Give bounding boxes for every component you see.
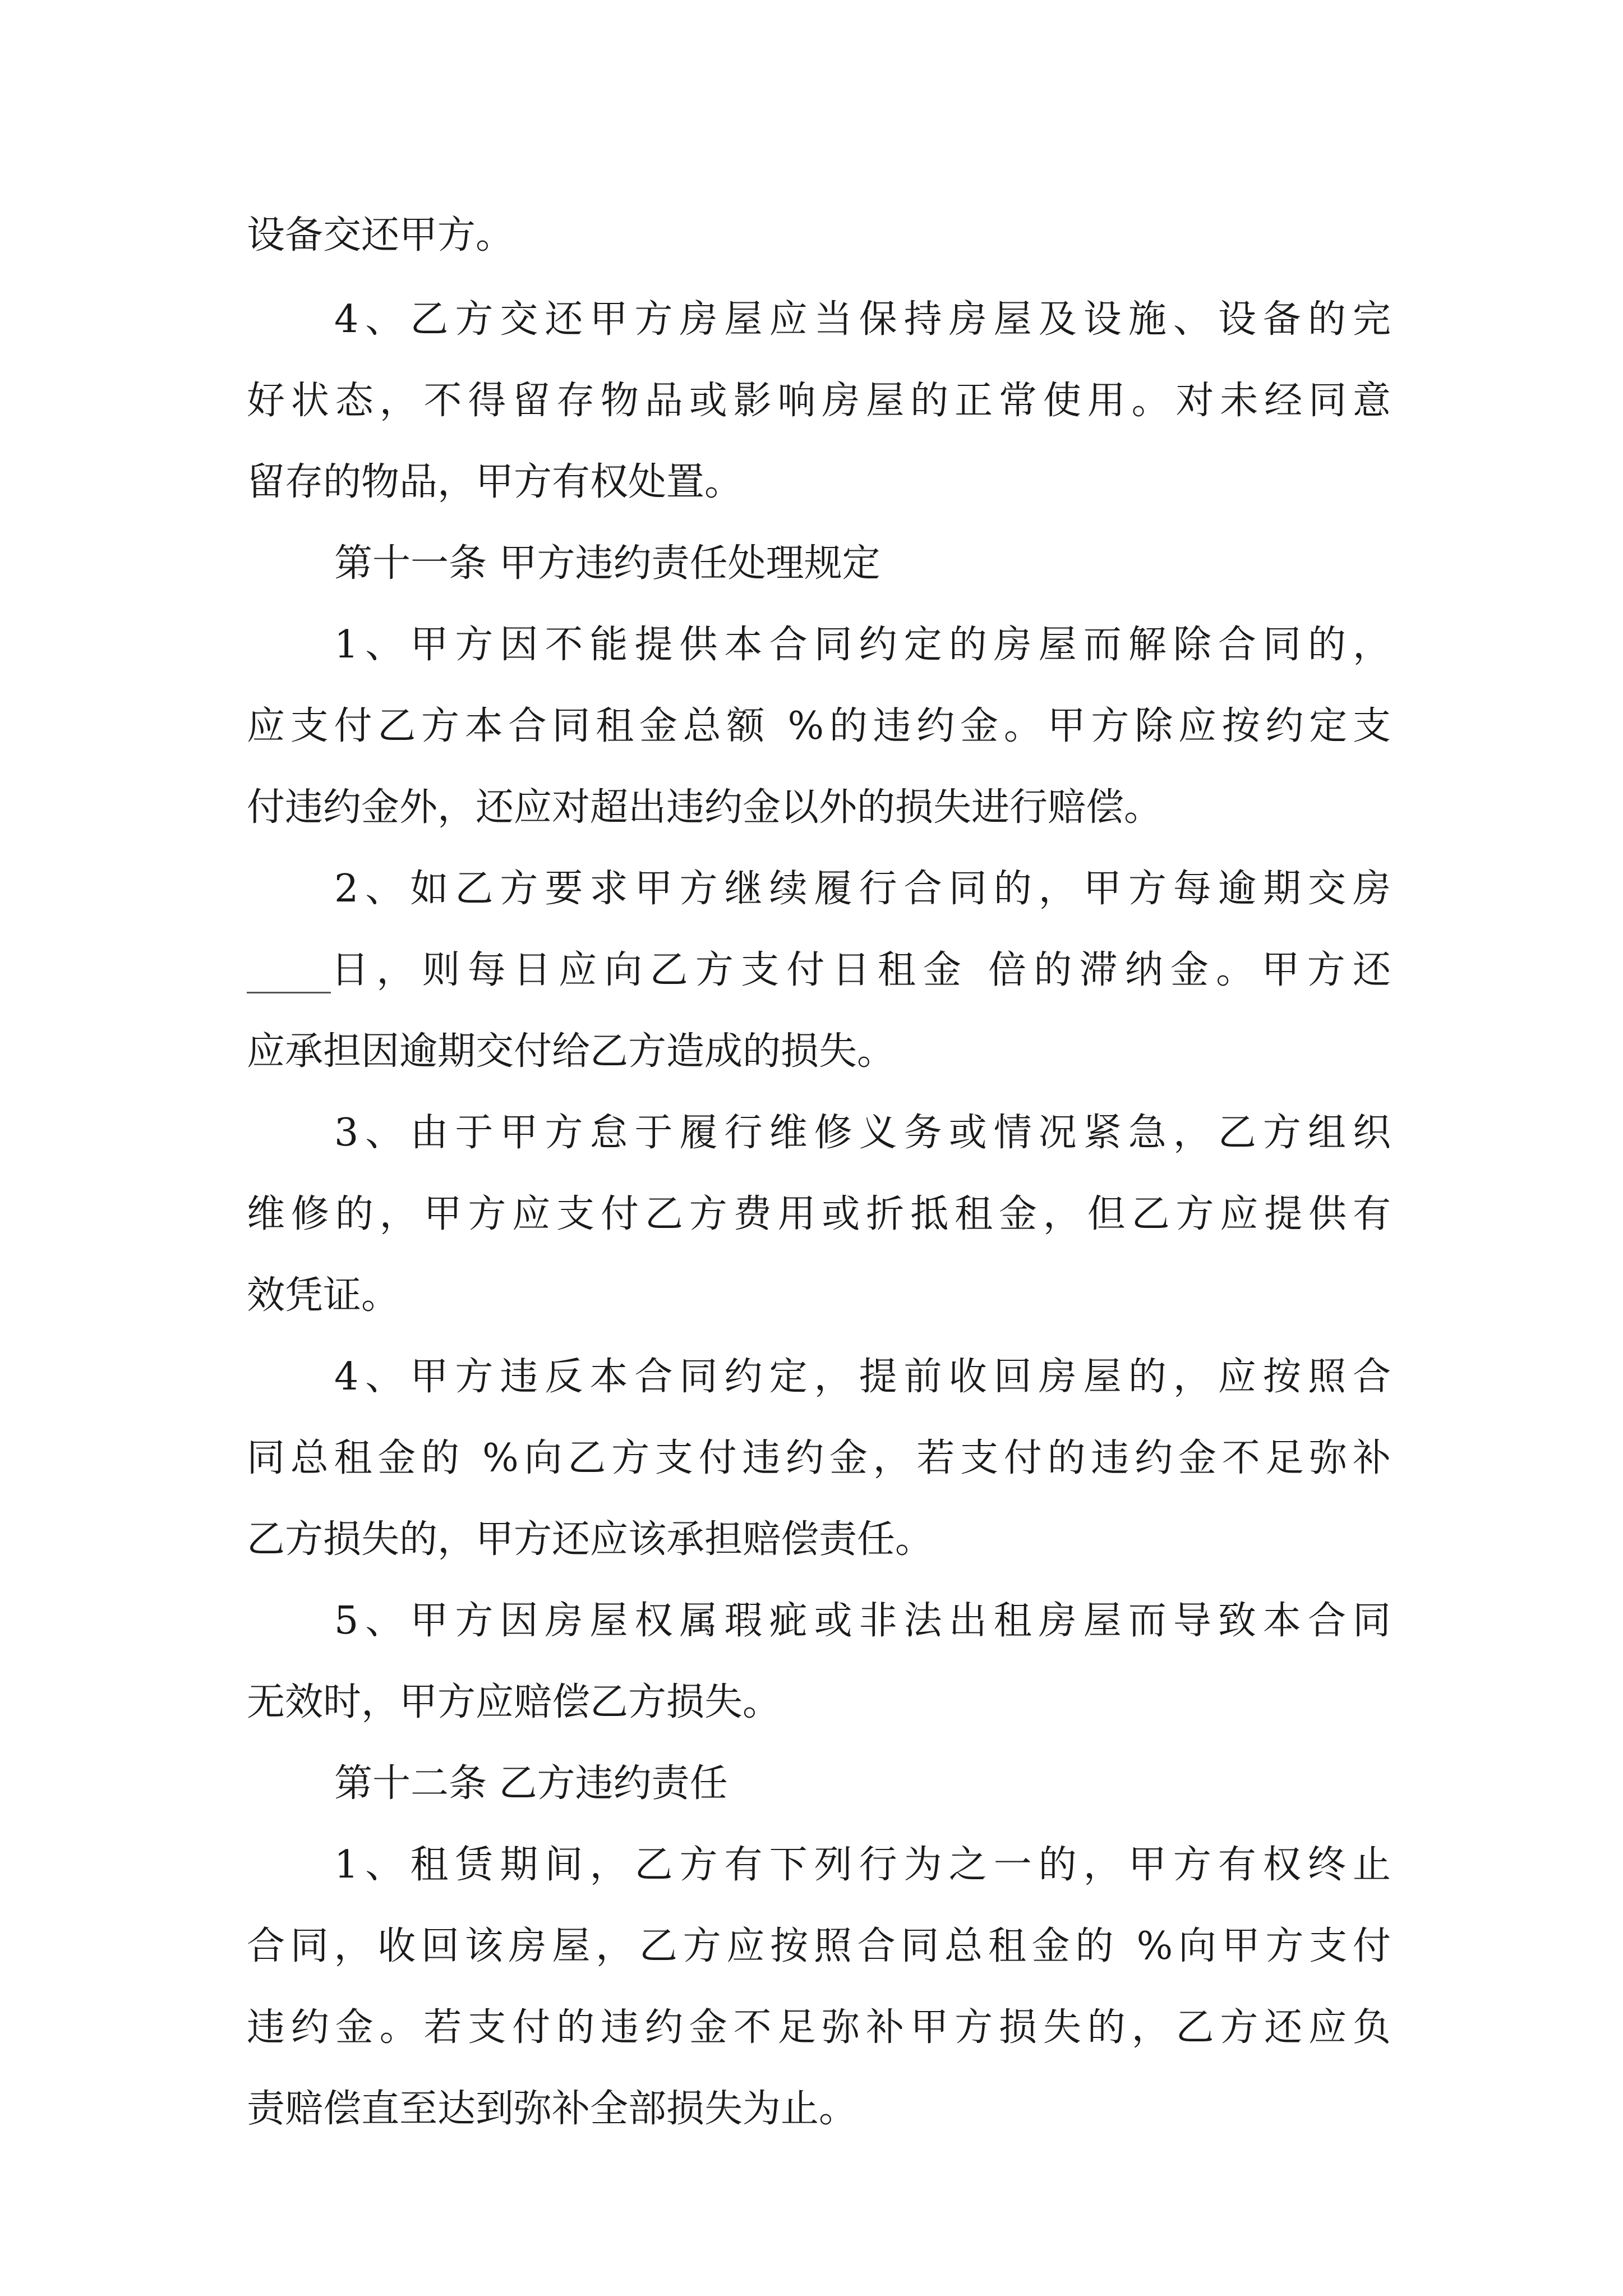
text-line: 2、如乙方要求甲方继续履行合同的，甲方每逾期交房	[334, 867, 1391, 911]
text-line: 好状态，不得留存物品或影响房屋的正常使用。对未经同意	[247, 379, 1391, 423]
text-line: 留存的物品，甲方有权处置。	[247, 460, 743, 504]
text-line: 应承担因逾期交付给乙方造成的损失。	[247, 1029, 896, 1074]
text-line: 应支付乙方本合同租金总额 %的违约金。甲方除应按约定支	[247, 704, 1391, 748]
section-heading: 第十二条 乙方违约责任	[334, 1761, 728, 1806]
text-line: 设备交还甲方。	[247, 213, 514, 257]
text-line: 效凭证。	[247, 1273, 400, 1318]
text-line: 违约金。若支付的违约金不足弥补甲方损失的，乙方还应负	[247, 2005, 1391, 2050]
fill-in-blank	[247, 958, 331, 993]
text-line: 5、甲方因房屋权属瑕疵或非法出租房屋而导致本合同	[334, 1599, 1391, 1643]
text-line: 4、乙方交还甲方房屋应当保持房屋及设施、设备的完	[334, 297, 1391, 342]
text-line: 付违约金外，还应对超出违约金以外的损失进行赔偿。	[247, 785, 1163, 830]
text-line: 1、租赁期间，乙方有下列行为之一的，甲方有权终止	[334, 1843, 1391, 1887]
text-line: 同总租金的 %向乙方支付违约金，若支付的违约金不足弥补	[247, 1436, 1391, 1480]
text-line: 乙方损失的，甲方还应该承担赔偿责任。	[247, 1517, 934, 1562]
text-line: 合同，收回该房屋，乙方应按照合同总租金的 %向甲方支付	[247, 1924, 1391, 1968]
section-heading: 第十一条 甲方违约责任处理规定	[334, 541, 880, 586]
text-line: 3、由于甲方怠于履行维修义务或情况紧急，乙方组织	[334, 1111, 1391, 1155]
text-line: 无效时，甲方应赔偿乙方损失。	[247, 1680, 781, 1724]
text-line: 维修的，甲方应支付乙方费用或折抵租金，但乙方应提供有	[247, 1192, 1391, 1236]
text-line: 日，则每日应向乙方支付日租金 倍的滞纳金。甲方还	[331, 948, 1391, 992]
text-line: 4、甲方违反本合同约定，提前收回房屋的，应按照合	[334, 1355, 1391, 1399]
text-line: 责赔偿直至达到弥补全部损失为止。	[247, 2087, 857, 2131]
text-line: 1、甲方因不能提供本合同约定的房屋而解除合同的，	[334, 623, 1391, 667]
